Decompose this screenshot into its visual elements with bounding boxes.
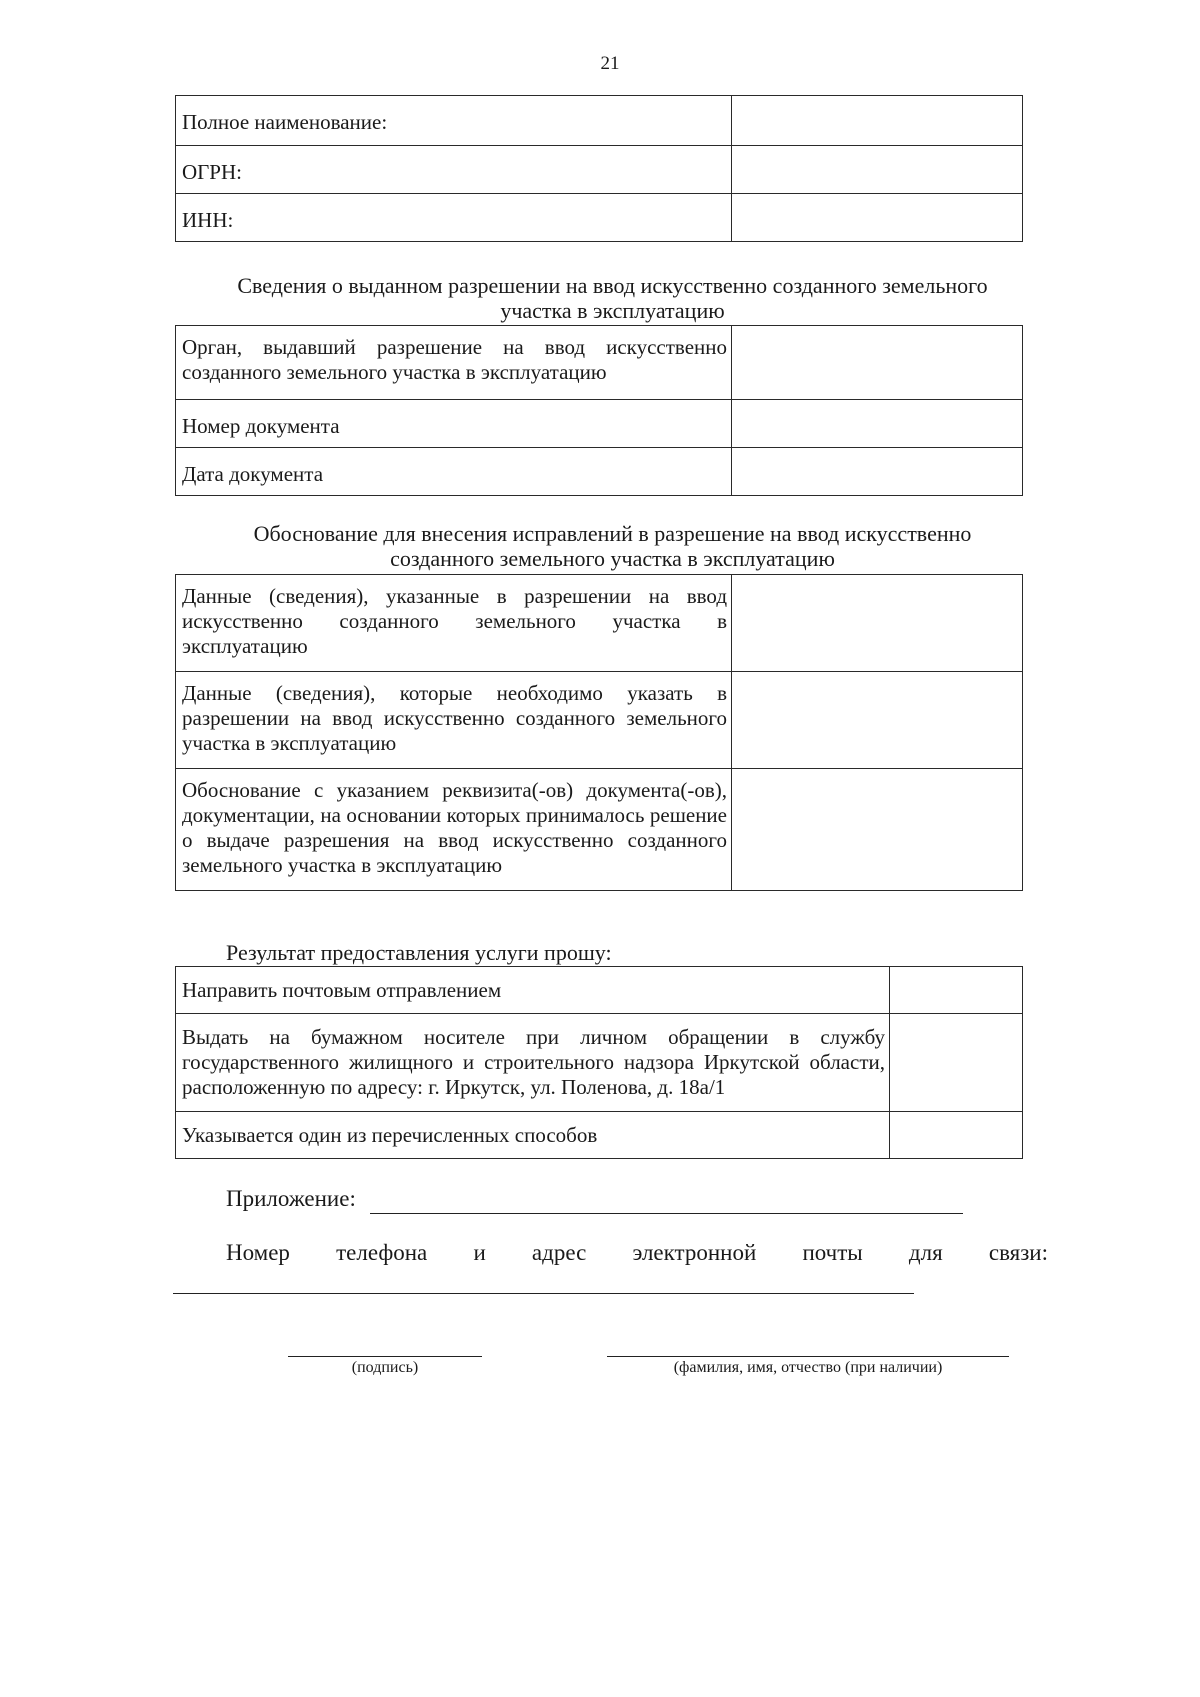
document-number-label: Номер документа	[176, 400, 732, 448]
issuing-authority-label: Орган, выдавший разрешение на ввод искусственно созданного земельного участка в эксплуатацию	[176, 326, 732, 400]
document-date-field[interactable]	[732, 448, 1023, 496]
option-in-person-label: Выдать на бумажном носителе при личном обращении в службу государственного жилищного и строительного надзора Иркутской области, расположенную по адресу: г. Иркутск, ул. Поленова, д. 18а/1	[176, 1014, 890, 1112]
full-name-label: Полное наименование:	[176, 96, 732, 146]
contact-word: для	[908, 1240, 943, 1265]
current-data-field[interactable]	[732, 575, 1023, 672]
corrected-data-label: Данные (сведения), которые необходимо указать в разрешении на ввод искусственно созданного земельного участка в эксплуатацию	[176, 672, 732, 769]
signature-caption: (подпись)	[351, 1359, 419, 1376]
inn-label: ИНН:	[176, 194, 732, 242]
contact-word: почты	[802, 1240, 863, 1265]
justification-title-line2: созданного земельного участка в эксплуатацию	[390, 546, 835, 571]
document-date-label: Дата документа	[176, 448, 732, 496]
option-note-cell[interactable]	[890, 1112, 1023, 1159]
full-name-signature-line[interactable]	[607, 1356, 1009, 1357]
ogrn-label: ОГРН:	[176, 146, 732, 194]
current-data-label: Данные (сведения), указанные в разрешении на ввод искусственно созданного земельного участка в эксплуатацию	[176, 575, 732, 672]
option-note-label: Указывается один из перечисленных способов	[176, 1112, 890, 1159]
document-number-field[interactable]	[732, 400, 1023, 448]
contact-word: и	[473, 1240, 486, 1265]
option-in-person-checkbox[interactable]	[890, 1014, 1023, 1112]
issuing-authority-field[interactable]	[732, 326, 1023, 400]
ogrn-field[interactable]	[732, 146, 1023, 194]
result-table	[175, 966, 1023, 1159]
justification-table	[175, 574, 1023, 891]
full-name-caption: (фамилия, имя, отчество (при наличии)	[673, 1359, 943, 1376]
applicant-table	[175, 95, 1023, 242]
attachment-label: Приложение:	[226, 1186, 356, 1211]
attachment-line[interactable]	[370, 1213, 963, 1214]
justification-section-title	[130, 520, 1095, 572]
basis-label: Обоснование с указанием реквизита(-ов) документа(-ов), документации, на основании которых принималось решение о выдаче разрешения на ввод искусственно созданного земельного участка в эксплуатацию	[176, 769, 732, 891]
permit-title-line1: Сведения о выданном разрешении на ввод искусственно созданного земельного	[237, 273, 988, 298]
contact-word: Номер	[226, 1240, 290, 1265]
corrected-data-field[interactable]	[732, 672, 1023, 769]
option-post-label: Направить почтовым отправлением	[176, 967, 890, 1014]
full-name-field[interactable]	[732, 96, 1023, 146]
inn-field[interactable]	[732, 194, 1023, 242]
contact-word: связи:	[988, 1240, 1048, 1265]
contact-line	[226, 1240, 1048, 1266]
permit-title-line2: участка в эксплуатацию	[500, 298, 725, 323]
permit-table	[175, 325, 1023, 496]
contact-input-line[interactable]	[173, 1293, 914, 1294]
contact-word: телефона	[336, 1240, 428, 1265]
contact-word: адрес	[531, 1240, 587, 1265]
result-section-title: Результат предоставления услуги прошу:	[226, 940, 612, 965]
signature-line[interactable]	[288, 1356, 482, 1357]
page-number: 21	[600, 53, 620, 74]
basis-field[interactable]	[732, 769, 1023, 891]
option-post-checkbox[interactable]	[890, 967, 1023, 1014]
permit-section-title	[130, 272, 1095, 324]
justification-title-line1: Обоснование для внесения исправлений в разрешение на ввод искусственно	[253, 521, 972, 546]
contact-word: электронной	[632, 1240, 757, 1265]
